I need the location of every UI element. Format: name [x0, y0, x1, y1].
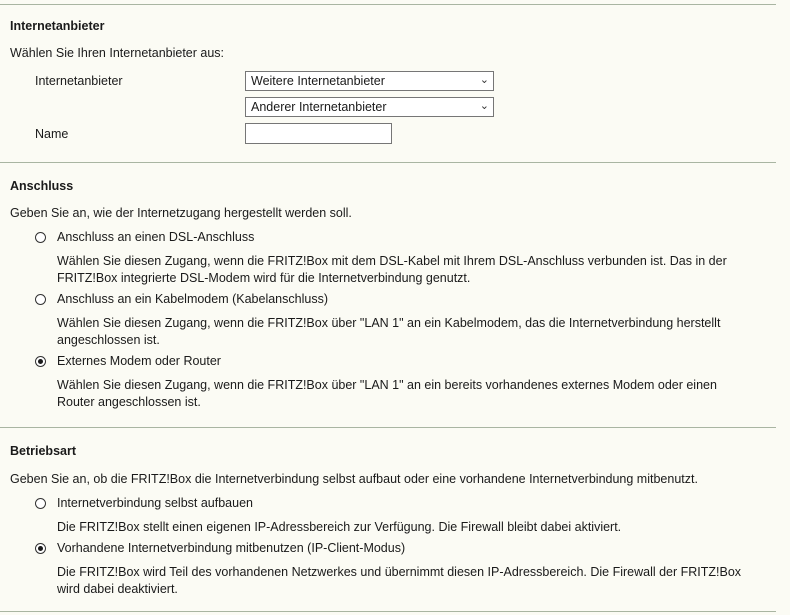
radio-ip-client[interactable] [35, 543, 46, 554]
divider [0, 162, 776, 163]
divider [0, 611, 776, 612]
connection-section-title: Anschluss [10, 179, 74, 193]
radio-external-modem-label[interactable]: Externes Modem oder Router [57, 354, 221, 368]
radio-own-connection-description: Die FRITZ!Box stellt einen eigenen IP-Adressbereich zur Verfügung. Die Firewall bleibt dabei aktiviert. [57, 520, 622, 534]
chevron-down-icon: ⌄ [479, 100, 489, 112]
radio-cable-label[interactable]: Anschluss an ein Kabelmodem (Kabelanschluss) [57, 292, 328, 306]
provider-select[interactable] [245, 71, 494, 91]
radio-dsl[interactable] [35, 232, 46, 243]
radio-external-modem-description: Wählen Sie diesen Zugang, wenn die FRITZ!Box über "LAN 1" an ein bereits vorhandenes externes Modem oder einen Router angeschlossen ist. [57, 378, 717, 409]
chevron-down-icon: ⌄ [479, 74, 489, 86]
divider [0, 427, 776, 428]
provider-section-title: Internetanbieter [10, 19, 105, 33]
name-label: Name [35, 127, 69, 141]
top-divider [0, 4, 776, 5]
radio-cable-description: Wählen Sie diesen Zugang, wenn die FRITZ!Box über "LAN 1" an ein Kabelmodem, das die Internetverbindung herstellt angeschlossen ist. [57, 316, 721, 347]
radio-own-connection-label[interactable]: Internetverbindung selbst aufbauen [57, 496, 253, 510]
radio-own-connection[interactable] [35, 498, 46, 509]
connection-intro: Geben Sie an, wie der Internetzugang hergestellt werden soll. [10, 206, 352, 220]
radio-ip-client-label[interactable]: Vorhandene Internetverbindung mitbenutzen (IP-Client-Modus) [57, 541, 406, 555]
radio-external-modem[interactable] [35, 356, 46, 367]
provider-sub-select-value: Anderer Internetanbieter [251, 100, 387, 114]
mode-section-title: Betriebsart [10, 444, 76, 458]
radio-ip-client-description: Die FRITZ!Box wird Teil des vorhandenen Netzwerkes und übernimmt diesen IP-Adressbereich. Die Firewall der FRITZ!Box wird dabei deaktiviert. [57, 565, 742, 596]
radio-cable[interactable] [35, 294, 46, 305]
radio-dsl-description: Wählen Sie diesen Zugang, wenn die FRITZ!Box mit dem DSL-Kabel mit Ihrem DSL-Anschluss verbunden ist. Das in der FRITZ!Box integrierte DSL-Modem wird für die Internetverbindung genutzt. [57, 254, 727, 285]
radio-dsl-label[interactable]: Anschluss an einen DSL-Anschluss [57, 230, 255, 244]
provider-intro: Wählen Sie Ihren Internetanbieter aus: [10, 46, 225, 60]
provider-label: Internetanbieter [35, 74, 123, 88]
provider-sub-select[interactable] [245, 97, 494, 117]
mode-intro: Geben Sie an, ob die FRITZ!Box die Internetverbindung selbst aufbaut oder eine vorhandene Internetverbindung mitbenutzt. [10, 472, 698, 486]
provider-select-value: Weitere Internetanbieter [251, 74, 385, 88]
name-input[interactable] [245, 123, 392, 144]
